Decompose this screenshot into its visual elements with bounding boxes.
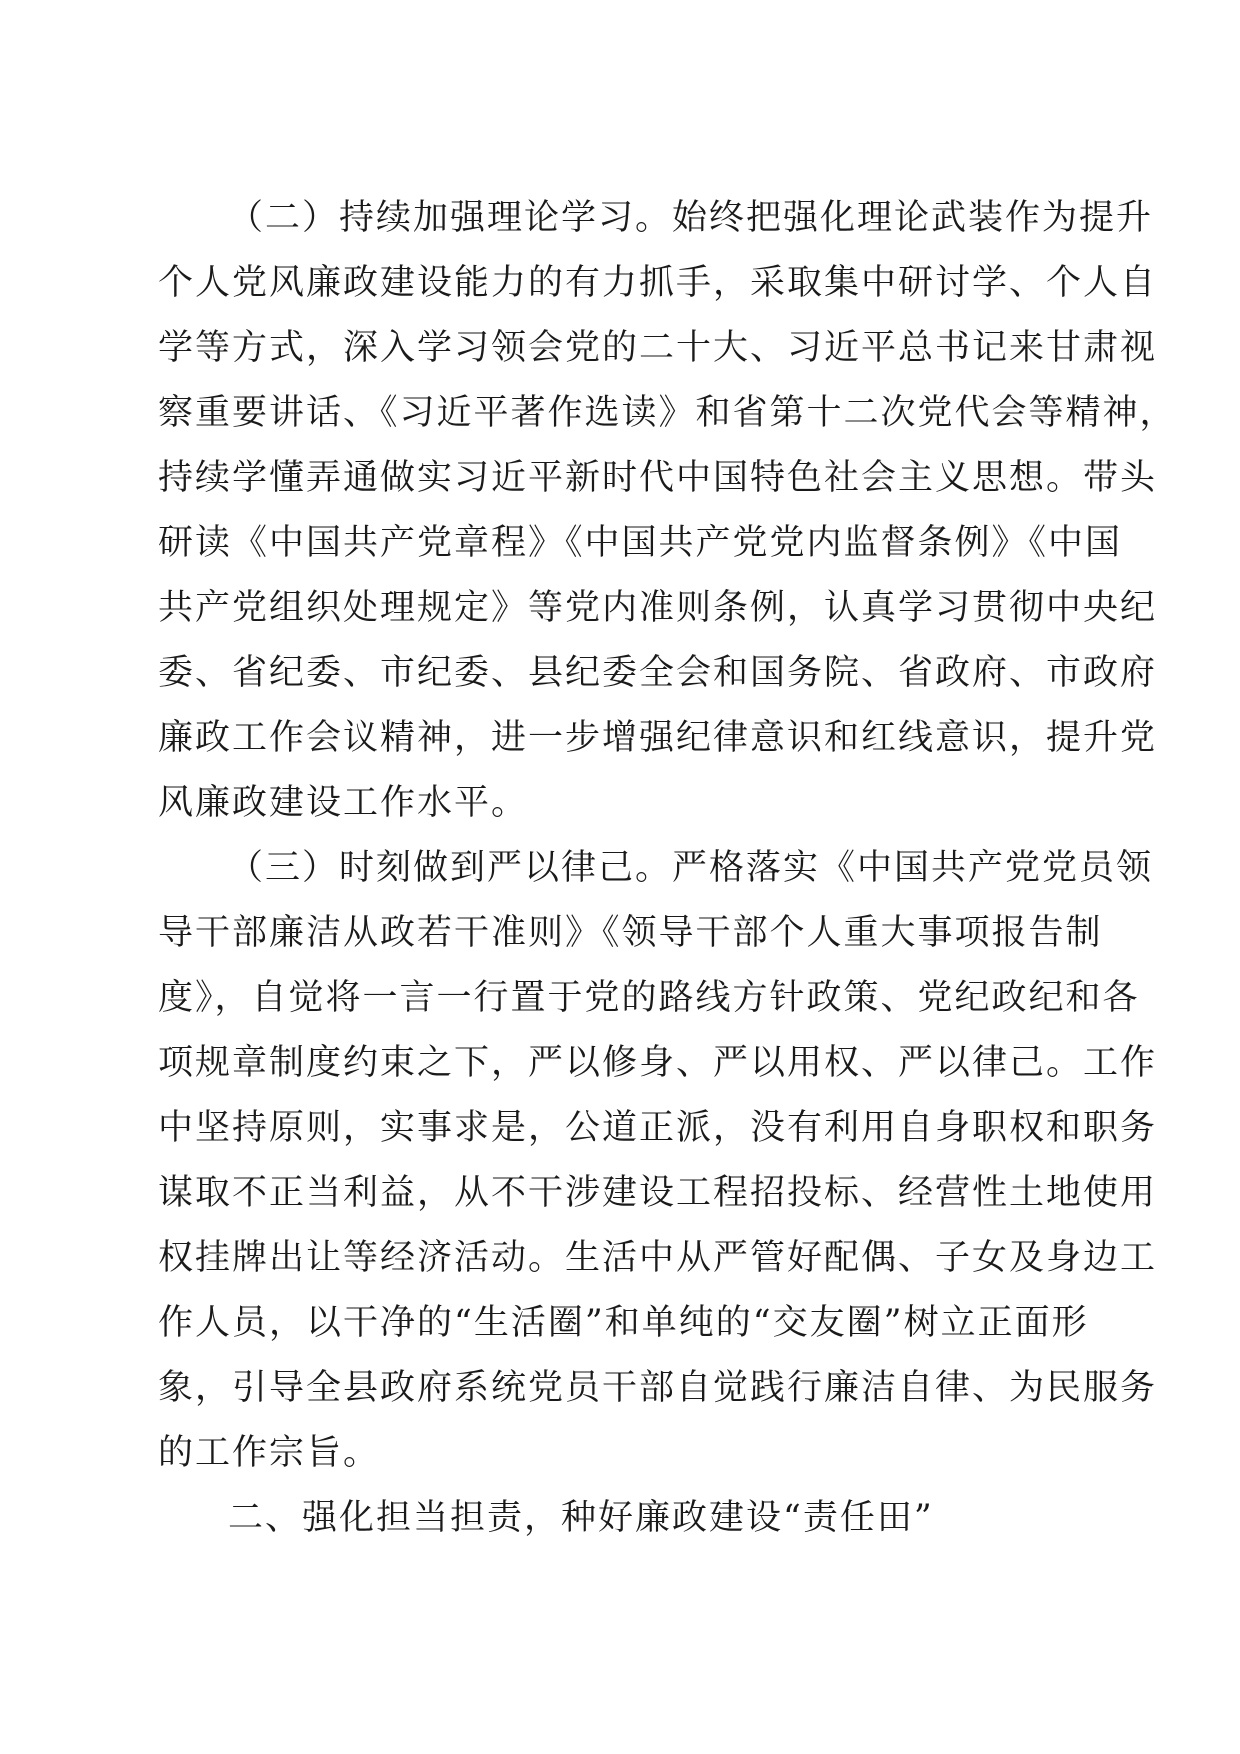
text-line: 个人党风廉政建设能力的有力抓手，采取集中研讨学、个人自 xyxy=(158,263,1158,303)
text-line: 委、省纪委、市纪委、县纪委全会和国务院、省政府、市政府 xyxy=(158,653,1158,693)
text-line: 中坚持原则，实事求是，公道正派，没有利用自身职权和职务 xyxy=(158,1108,1158,1148)
text-line: 作人员，以干净的“生活圈”和单纯的“交友圈”树立正面形 xyxy=(158,1303,1089,1343)
text-line: 研读《中国共产党章程》《中国共产党党内监督条例》《中国 xyxy=(158,523,1123,563)
text-line: 廉政工作会议精神，进一步增强纪律意识和红线意识，提升党 xyxy=(158,718,1158,758)
text-line: 权挂牌出让等经济活动。生活中从严管好配偶、子女及身边工 xyxy=(158,1238,1158,1278)
section-heading xyxy=(158,1486,1088,1551)
document-body xyxy=(158,186,1177,1551)
text-line: 象，引导全县政府系统党员干部自觉践行廉洁自律、为民服务 xyxy=(158,1368,1158,1408)
text-line: （二）持续加强理论学习。始终把强化理论武装作为提升 xyxy=(228,198,1154,238)
text-line: 察重要讲话、《习近平著作选读》和省第十二次党代会等精神， xyxy=(158,393,1177,433)
paragraph-self-discipline xyxy=(158,836,1158,1486)
paragraph-theory-study xyxy=(158,186,1177,836)
text-line: 谋取不正当利益，从不干涉建设工程招投标、经营性土地使用 xyxy=(158,1173,1158,1213)
text-line: 项规章制度约束之下，严以修身、严以用权、严以律己。工作 xyxy=(158,1043,1158,1083)
text-line: 学等方式，深入学习领会党的二十大、习近平总书记来甘肃视 xyxy=(158,328,1158,368)
text-line: 的工作宗旨。 xyxy=(158,1433,381,1473)
text-line: 共产党组织处理规定》等党内准则条例，认真学习贯彻中央纪 xyxy=(158,588,1158,628)
heading-line: 二、强化担当担责，种好廉政建设“责任田” xyxy=(228,1498,934,1538)
text-line: 导干部廉洁从政若干准则》《领导干部个人重大事项报告制 xyxy=(158,913,1103,953)
text-line: 度》，自觉将一言一行置于党的路线方针政策、党纪政纪和各 xyxy=(158,978,1140,1018)
text-line: 持续学懂弄通做实习近平新时代中国特色社会主义思想。带头 xyxy=(158,458,1158,498)
text-line: 风廉政建设工作水平。 xyxy=(158,783,529,823)
text-line: （三）时刻做到严以律己。严格落实《中国共产党党员领 xyxy=(228,848,1154,888)
